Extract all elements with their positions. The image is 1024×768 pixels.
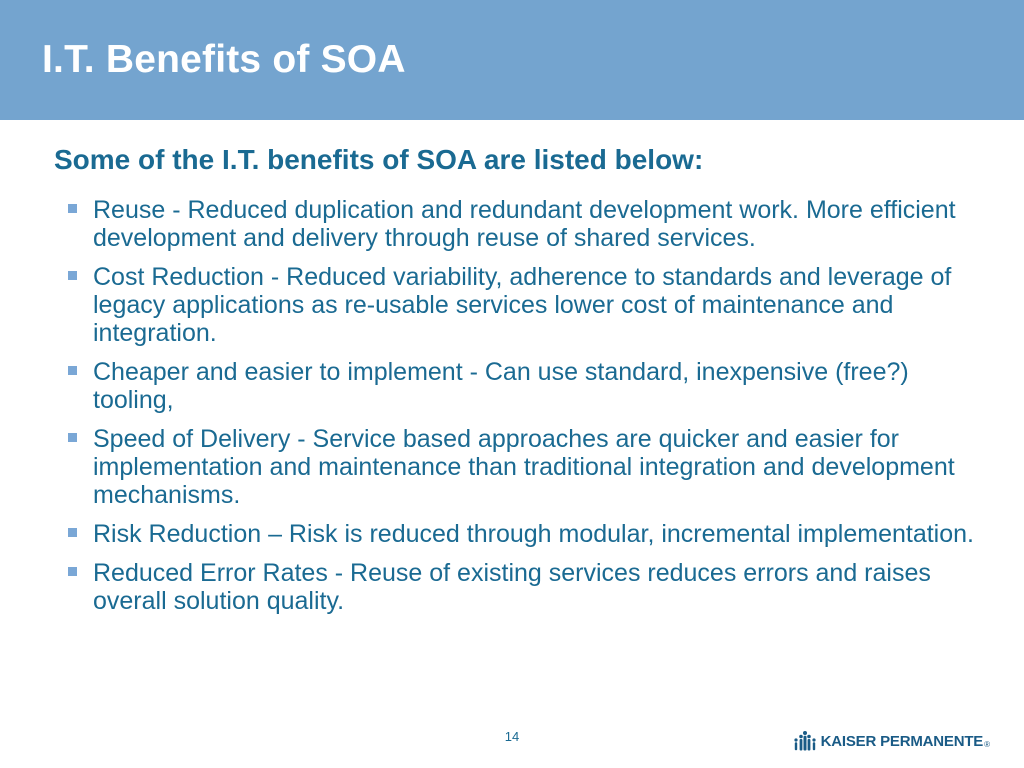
bullet-item (64, 263, 974, 347)
kaiser-permanente-logo (793, 729, 990, 753)
square-bullet-icon (68, 204, 77, 213)
bullet-item (64, 425, 974, 509)
bullet-text: Reuse - Reduced duplication and redundant development work. More efficient development and delivery through reuse of shared services. (93, 196, 956, 252)
slide-title: I.T. Benefits of SOA (42, 38, 406, 81)
slide-subtitle: Some of the I.T. benefits of SOA are listed below: (54, 144, 704, 175)
bullet-item (64, 520, 974, 548)
square-bullet-icon (68, 366, 77, 375)
logo-text: KAISER PERMANENTE (820, 732, 984, 750)
bullet-text: Speed of Delivery - Service based approaches are quicker and easier for implementation and maintenance than traditional integration and development mechanisms. (93, 425, 955, 509)
square-bullet-icon (68, 528, 77, 537)
bullet-item (64, 559, 974, 615)
registered-mark: ® (984, 740, 990, 749)
bullet-item (64, 358, 974, 414)
bullet-text: Cheaper and easier to implement - Can use standard, inexpensive (free?) tooling, (93, 358, 909, 414)
bullet-text: Risk Reduction – Risk is reduced through modular, incremental implementation. (93, 520, 974, 548)
title-bar (0, 0, 1024, 120)
page-number: 14 (504, 729, 520, 744)
bullet-list (64, 196, 974, 626)
square-bullet-icon (68, 271, 77, 280)
people-figures-logo-icon (793, 730, 817, 752)
bullet-item (64, 196, 974, 252)
bullet-text: Reduced Error Rates - Reuse of existing services reduces errors and raises overall solution quality. (93, 559, 931, 615)
square-bullet-icon (68, 567, 77, 576)
bullet-text: Cost Reduction - Reduced variability, adherence to standards and leverage of legacy applications as re-usable services lower cost of maintenance and integration. (93, 263, 952, 347)
square-bullet-icon (68, 433, 77, 442)
